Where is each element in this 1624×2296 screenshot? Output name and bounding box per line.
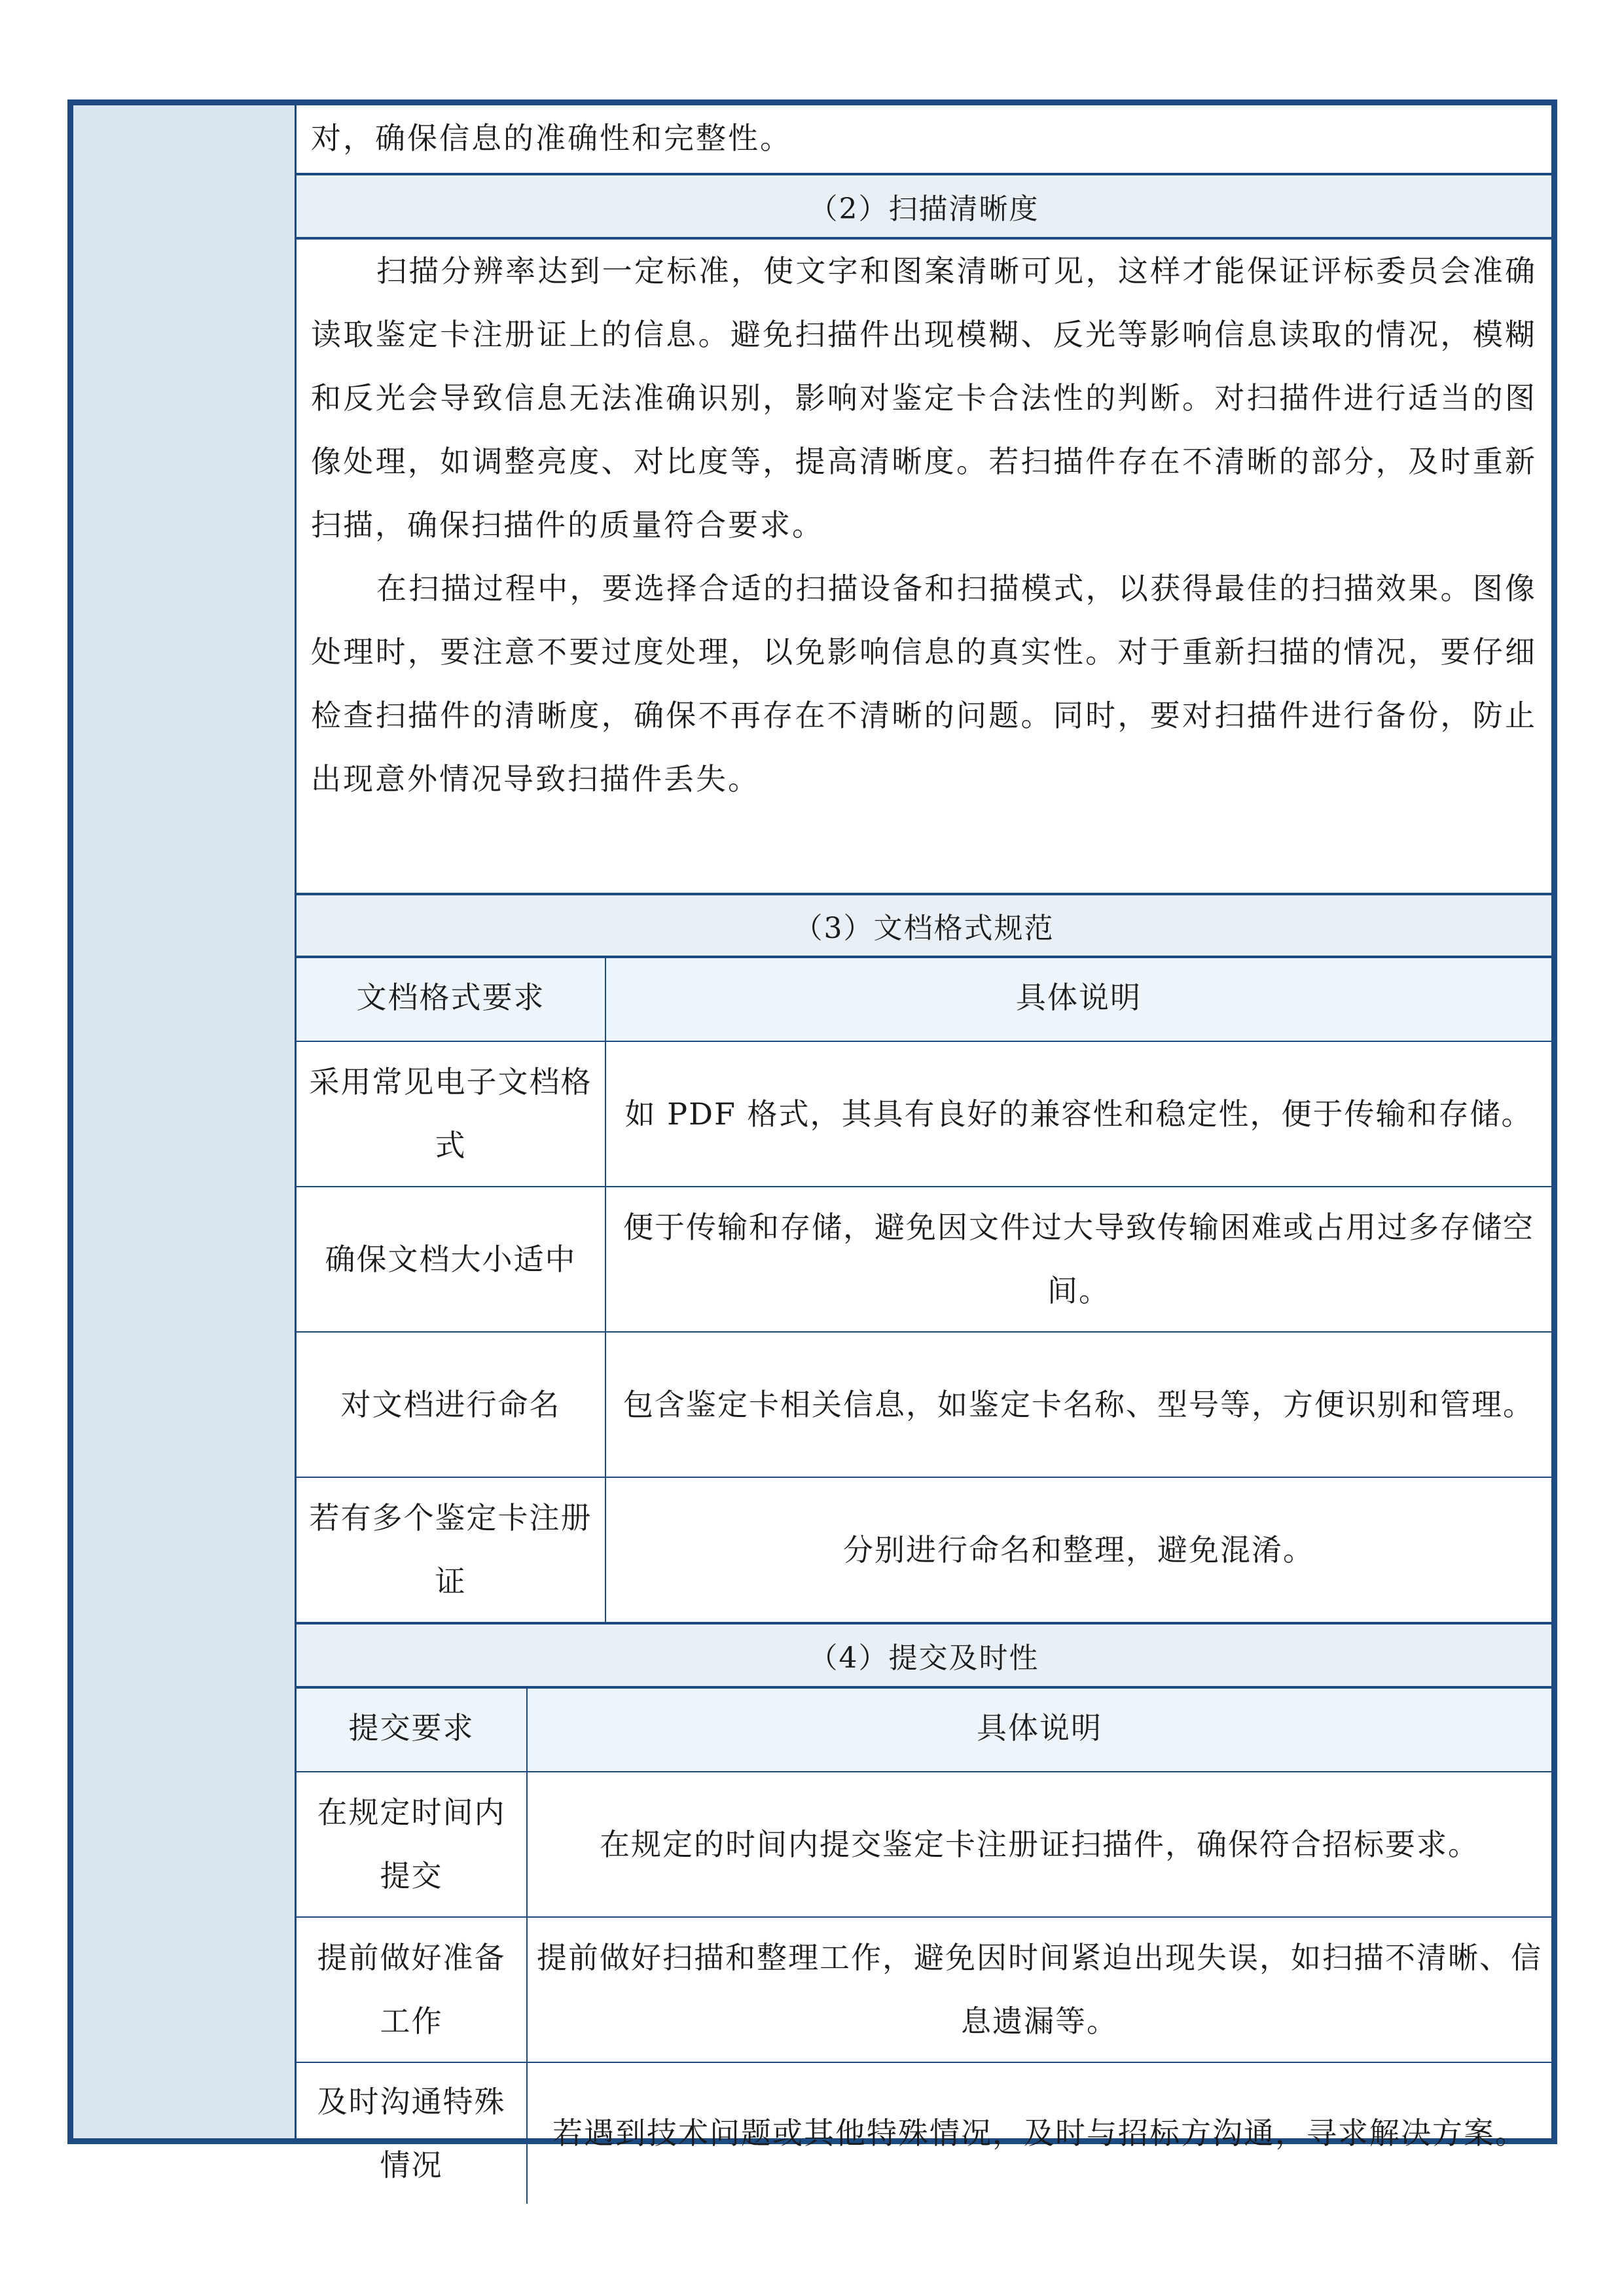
row-description: 便于传输和存储，避免因文件过大导致传输困难或占用过多存储空间。 [623, 1210, 1534, 1308]
section4-header [297, 1624, 1551, 1689]
row-requirement: 若有多个鉴定卡注册证 [297, 1478, 606, 1622]
header-requirement: 提交要求 [297, 1689, 528, 1771]
left-label-column [73, 105, 297, 2138]
row-requirement: 在规定时间内提交 [297, 1772, 528, 1916]
intro-continuation [297, 105, 1551, 175]
row-requirement: 采用常见电子文档格式 [297, 1042, 606, 1186]
table-row [297, 1187, 1551, 1333]
intro-text: 对，确保信息的准确性和完整性。 [311, 120, 792, 156]
document-frame [67, 99, 1557, 2183]
section2-body [297, 240, 1551, 895]
row-requirement: 确保文档大小适中 [297, 1187, 606, 1331]
row-description: 包含鉴定卡相关信息，如鉴定卡名称、型号等，方便识别和管理。 [623, 1386, 1534, 1422]
table-header-row [297, 958, 1551, 1042]
table-row [297, 1333, 1551, 1478]
submission-table [297, 1689, 1551, 2183]
row-description: 在规定的时间内提交鉴定卡注册证扫描件，确保符合招标要求。 [600, 1826, 1479, 1862]
row-description: 如 PDF 格式，其具有良好的兼容性和稳定性，便于传输和存储。 [624, 1096, 1533, 1132]
row-requirement: 提前做好准备工作 [297, 1918, 528, 2062]
row-description: 若遇到技术问题或其他特殊情况，及时与招标方沟通，寻求解决方案。 [552, 2115, 1526, 2151]
section2-paragraph-1: 扫描分辨率达到一定标准，使文字和图案清晰可见，这样才能保证评标委员会准确读取鉴定卡注册证上的信息。避免扫描件出现模糊、反光等影响信息读取的情况，模糊和反光会导致信息无法准确识别，影响对鉴定卡合法性的判断。对扫描件进行适当的图像处理，如调整亮度、对比度等，提高清晰度。若扫描件存在不清晰的部分，及时重新扫描，确保扫描件的质量符合要求。 [311, 253, 1537, 543]
table-row [297, 2063, 1551, 2204]
section2-header [297, 175, 1551, 240]
section4-title: （4）提交及时性 [808, 1641, 1039, 1675]
row-requirement: 对文档进行命名 [297, 1333, 606, 1477]
content-column [297, 105, 1551, 2183]
section3-title: （3）文档格式规范 [793, 912, 1055, 945]
section2-title: （2）扫描清晰度 [808, 192, 1039, 226]
row-description: 分别进行命名和整理，避免混淆。 [843, 1532, 1314, 1568]
table-row [297, 1772, 1551, 1918]
header-description: 具体说明 [1016, 980, 1142, 1015]
table-row [297, 1042, 1551, 1187]
table-row [297, 1478, 1551, 1624]
header-description: 具体说明 [977, 1710, 1102, 1746]
section3-header [297, 895, 1551, 958]
row-requirement: 及时沟通特殊情况 [297, 2063, 528, 2204]
format-table [297, 958, 1551, 1666]
section2-paragraph-2: 在扫描过程中，要选择合适的扫描设备和扫描模式，以获得最佳的扫描效果。图像处理时，要注意不要过度处理，以免影响信息的真实性。对于重新扫描的情况，要仔细检查扫描件的清晰度，确保不再存在不清晰的问题。同时，要对扫描件进行备份，防止出现意外情况导致扫描件丢失。 [311, 571, 1537, 797]
header-requirement: 文档格式要求 [297, 958, 606, 1041]
table-row [297, 1918, 1551, 2063]
table-header-row [297, 1689, 1551, 1772]
row-description: 提前做好扫描和整理工作，避免因时间紧迫出现失误，如扫描不清晰、信息遗漏等。 [537, 1940, 1542, 2039]
